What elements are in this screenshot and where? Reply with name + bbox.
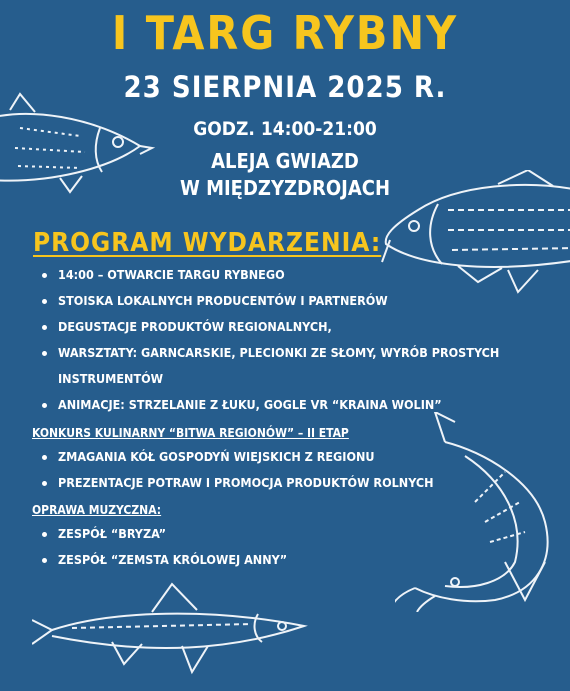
program-heading: PROGRAM WYDARZENIA: (33, 228, 382, 258)
music-list (34, 521, 287, 573)
program-list (34, 262, 528, 418)
event-hours: GODZ. 14:00-21:00 (193, 118, 377, 140)
place-line-2: W MIĘDZYZDROJACH (179, 176, 391, 200)
list-item: ZESPÓŁ “BRYZA” (34, 521, 287, 547)
contest-list (34, 444, 434, 496)
minnow-icon (32, 580, 312, 680)
list-item: DEGUSTACJE PRODUKTÓW REGIONALNYCH, (34, 314, 528, 340)
list-item: ANIMACJE: STRZELANIE Z ŁUKU, GOGLE VR “KRAINA WOLIN” (34, 392, 528, 418)
list-item: PREZENTACJE POTRAW I PROMOCJA PRODUKTÓW ROLNYCH (34, 470, 434, 496)
place-line-1: ALEJA GWIAZD (211, 149, 359, 173)
catfish-icon (395, 412, 570, 612)
event-place (0, 148, 570, 202)
music-heading: OPRAWA MUZYCZNA: (32, 503, 162, 517)
event-title: I TARG RYBNY (111, 6, 459, 60)
list-item: STOISKA LOKALNYCH PRODUCENTÓW I PARTNERÓW (34, 288, 528, 314)
contest-heading: KONKURS KULINARNY “BITWA REGIONÓW” – II ETAP (32, 426, 349, 440)
list-item: 14:00 – OTWARCIE TARGU RYBNEGO (34, 262, 528, 288)
list-item: ZMAGANIA KÓŁ GOSPODYŃ WIEJSKICH Z REGIONU (34, 444, 434, 470)
event-date: 23 SIERPNIA 2025 R. (123, 70, 447, 104)
list-item: ZESPÓŁ “ZEMSTA KRÓLOWEJ ANNY” (34, 547, 287, 573)
list-item: WARSZTATY: GARNCARSKIE, PLECIONKI ZE SŁOMY, WYRÓB PROSTYCH INSTRUMENTÓW (34, 340, 528, 392)
